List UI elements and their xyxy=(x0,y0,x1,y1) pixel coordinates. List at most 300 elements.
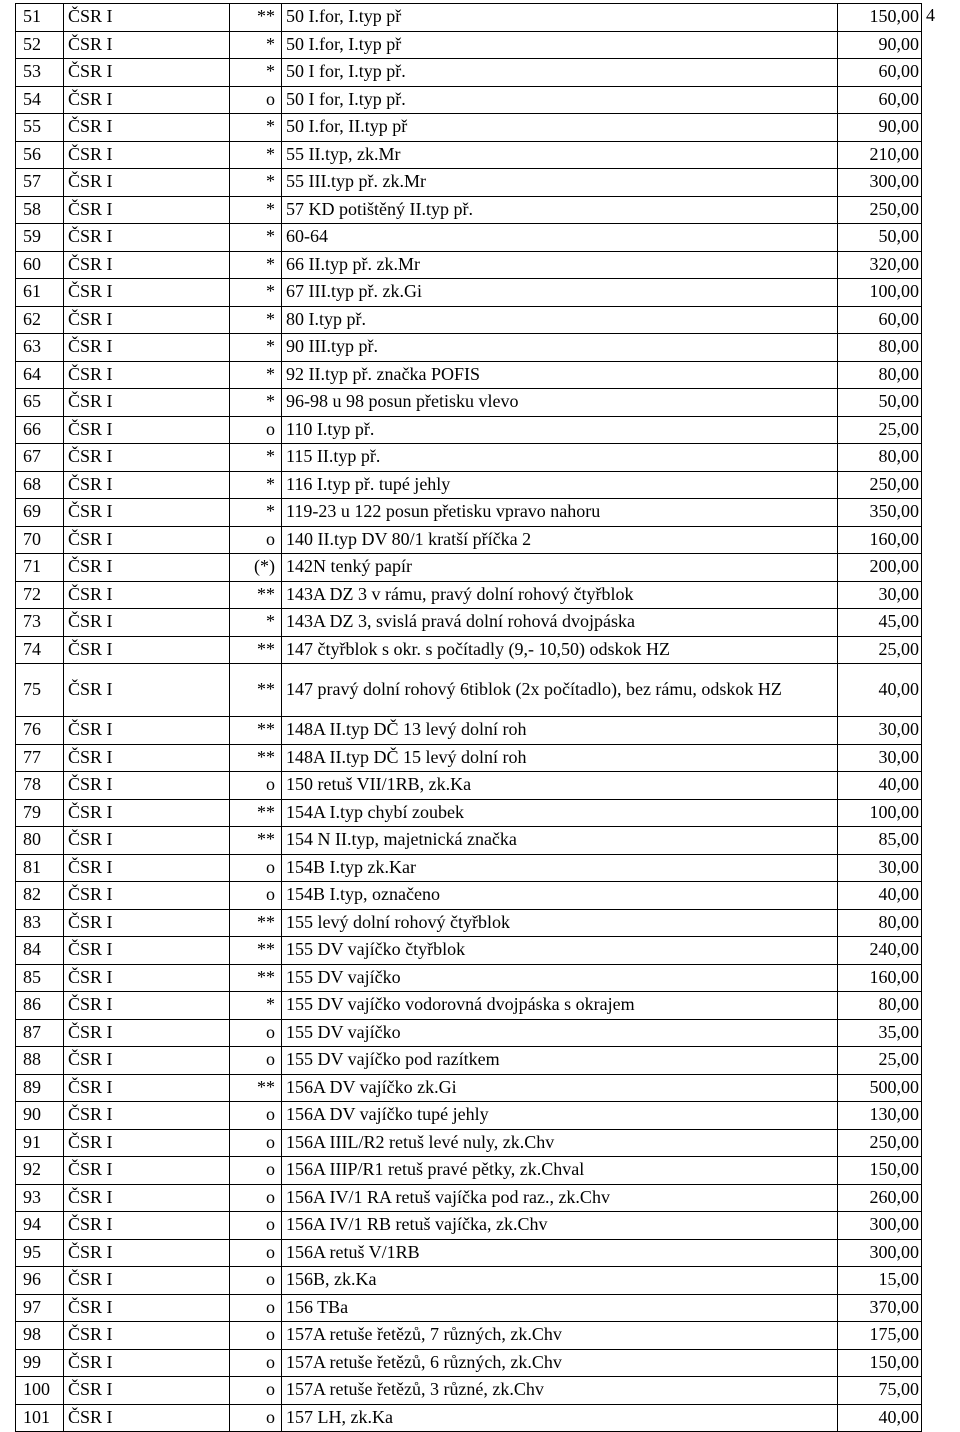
description-cell: 115 II.typ př. xyxy=(282,444,838,472)
condition-cell: * xyxy=(230,609,282,637)
condition-cell: * xyxy=(230,444,282,472)
country-cell: ČSR I xyxy=(64,1212,230,1240)
description-cell: 50 I for, I.typ př. xyxy=(282,86,838,114)
table-row xyxy=(16,554,922,582)
condition-cell: * xyxy=(230,389,282,417)
price-cell: 90,00 xyxy=(838,31,922,59)
table-row xyxy=(16,1102,922,1130)
description-cell: 96-98 u 98 posun přetisku vlevo xyxy=(282,389,838,417)
country-cell: ČSR I xyxy=(64,554,230,582)
description-cell: 90 III.typ př. xyxy=(282,334,838,362)
lot-number: 62 xyxy=(16,306,64,334)
condition-cell: * xyxy=(230,114,282,142)
condition-cell: o xyxy=(230,854,282,882)
country-cell: ČSR I xyxy=(64,1019,230,1047)
lot-number: 98 xyxy=(16,1322,64,1350)
country-cell: ČSR I xyxy=(64,1129,230,1157)
price-cell: 25,00 xyxy=(838,636,922,664)
price-cell: 30,00 xyxy=(838,744,922,772)
page-side-note: 4 xyxy=(926,5,935,25)
condition-cell: * xyxy=(230,196,282,224)
table-row xyxy=(16,471,922,499)
lot-number: 64 xyxy=(16,361,64,389)
table-row xyxy=(16,937,922,965)
table-row xyxy=(16,224,922,252)
description-cell: 156A retuš V/1RB xyxy=(282,1239,838,1267)
price-cell: 80,00 xyxy=(838,334,922,362)
price-cell: 200,00 xyxy=(838,554,922,582)
lot-number: 93 xyxy=(16,1184,64,1212)
description-cell: 156A IV/1 RA retuš vajíčka pod raz., zk.Chv xyxy=(282,1184,838,1212)
condition-cell: * xyxy=(230,499,282,527)
description-cell: 50 I for, I.typ př. xyxy=(282,59,838,87)
table-row xyxy=(16,1267,922,1295)
price-cell: 160,00 xyxy=(838,526,922,554)
country-cell: ČSR I xyxy=(64,86,230,114)
condition-cell: * xyxy=(230,279,282,307)
lot-number: 56 xyxy=(16,141,64,169)
description-cell: 155 DV vajíčko xyxy=(282,964,838,992)
country-cell: ČSR I xyxy=(64,361,230,389)
table-row xyxy=(16,744,922,772)
description-cell: 155 levý dolní rohový čtyřblok xyxy=(282,909,838,937)
country-cell: ČSR I xyxy=(64,581,230,609)
country-cell: ČSR I xyxy=(64,334,230,362)
table-row xyxy=(16,279,922,307)
description-cell: 148A II.typ DČ 13 levý dolní roh xyxy=(282,717,838,745)
description-cell: 155 DV vajíčko čtyřblok xyxy=(282,937,838,965)
table-row xyxy=(16,59,922,87)
lot-number: 79 xyxy=(16,799,64,827)
condition-cell: * xyxy=(230,169,282,197)
price-cell: 130,00 xyxy=(838,1102,922,1130)
price-cell: 300,00 xyxy=(838,169,922,197)
lot-number: 68 xyxy=(16,471,64,499)
country-cell: ČSR I xyxy=(64,992,230,1020)
condition-cell: * xyxy=(230,334,282,362)
description-cell: 147 čtyřblok s okr. s počítadly (9,- 10,50) odskok HZ xyxy=(282,636,838,664)
country-cell: ČSR I xyxy=(64,251,230,279)
price-cell: 260,00 xyxy=(838,1184,922,1212)
description-cell: 147 pravý dolní rohový 6tiblok (2x počítadlo), bez rámu, odskok HZ xyxy=(282,664,838,717)
table-row xyxy=(16,114,922,142)
description-cell: 148A II.typ DČ 15 levý dolní roh xyxy=(282,744,838,772)
lot-number: 61 xyxy=(16,279,64,307)
country-cell: ČSR I xyxy=(64,854,230,882)
table-row xyxy=(16,1074,922,1102)
price-cell: 45,00 xyxy=(838,609,922,637)
condition-cell: ** xyxy=(230,636,282,664)
lot-number: 74 xyxy=(16,636,64,664)
description-cell: 116 I.typ př. tupé jehly xyxy=(282,471,838,499)
lot-number: 70 xyxy=(16,526,64,554)
lot-number: 90 xyxy=(16,1102,64,1130)
country-cell: ČSR I xyxy=(64,279,230,307)
table-row xyxy=(16,1349,922,1377)
country-cell: ČSR I xyxy=(64,1349,230,1377)
table-row xyxy=(16,334,922,362)
condition-cell: o xyxy=(230,1102,282,1130)
description-cell: 80 I.typ př. xyxy=(282,306,838,334)
condition-cell: o xyxy=(230,1019,282,1047)
price-cell: 30,00 xyxy=(838,581,922,609)
country-cell: ČSR I xyxy=(64,827,230,855)
table-row xyxy=(16,664,922,717)
condition-cell: * xyxy=(230,224,282,252)
condition-cell: * xyxy=(230,361,282,389)
table-row xyxy=(16,717,922,745)
table-row xyxy=(16,909,922,937)
table-row xyxy=(16,1019,922,1047)
condition-cell: o xyxy=(230,1157,282,1185)
country-cell: ČSR I xyxy=(64,416,230,444)
country-cell: ČSR I xyxy=(64,306,230,334)
condition-cell: * xyxy=(230,31,282,59)
description-cell: 156A IV/1 RB retuš vajíčka, zk.Chv xyxy=(282,1212,838,1240)
description-cell: 157 LH, zk.Ka xyxy=(282,1404,838,1432)
table-row xyxy=(16,169,922,197)
country-cell: ČSR I xyxy=(64,717,230,745)
description-cell: 142N tenký papír xyxy=(282,554,838,582)
table-row xyxy=(16,1404,922,1432)
country-cell: ČSR I xyxy=(64,1239,230,1267)
condition-cell: * xyxy=(230,992,282,1020)
description-cell: 154B I.typ zk.Kar xyxy=(282,854,838,882)
table-row xyxy=(16,799,922,827)
description-cell: 157A retuše řetězů, 6 různých, zk.Chv xyxy=(282,1349,838,1377)
price-cell: 175,00 xyxy=(838,1322,922,1350)
country-cell: ČSR I xyxy=(64,1294,230,1322)
lot-number: 65 xyxy=(16,389,64,417)
country-cell: ČSR I xyxy=(64,1322,230,1350)
lot-number: 54 xyxy=(16,86,64,114)
condition-cell: o xyxy=(230,1322,282,1350)
table-row xyxy=(16,361,922,389)
table-row xyxy=(16,1047,922,1075)
condition-cell: ** xyxy=(230,717,282,745)
description-cell: 50 I.for, I.typ př xyxy=(282,4,838,32)
lot-number: 92 xyxy=(16,1157,64,1185)
description-cell: 154B I.typ, označeno xyxy=(282,882,838,910)
country-cell: ČSR I xyxy=(64,169,230,197)
description-cell: 140 II.typ DV 80/1 kratší příčka 2 xyxy=(282,526,838,554)
description-cell: 143A DZ 3, svislá pravá dolní rohová dvojpáska xyxy=(282,609,838,637)
price-cell: 150,00 xyxy=(838,4,922,32)
table-row xyxy=(16,251,922,279)
table-row xyxy=(16,86,922,114)
description-cell: 67 III.typ př. zk.Gi xyxy=(282,279,838,307)
price-cell: 320,00 xyxy=(838,251,922,279)
lot-number: 89 xyxy=(16,1074,64,1102)
description-cell: 156A DV vajíčko zk.Gi xyxy=(282,1074,838,1102)
lot-number: 96 xyxy=(16,1267,64,1295)
price-cell: 500,00 xyxy=(838,1074,922,1102)
lot-number: 88 xyxy=(16,1047,64,1075)
catalog-table xyxy=(15,3,922,1432)
description-cell: 155 DV vajíčko xyxy=(282,1019,838,1047)
description-cell: 55 III.typ př. zk.Mr xyxy=(282,169,838,197)
description-cell: 60-64 xyxy=(282,224,838,252)
price-cell: 30,00 xyxy=(838,854,922,882)
lot-number: 75 xyxy=(16,664,64,717)
description-cell: 50 I.for, II.typ př xyxy=(282,114,838,142)
description-cell: 150 retuš VII/1RB, zk.Ka xyxy=(282,772,838,800)
price-cell: 30,00 xyxy=(838,717,922,745)
condition-cell: ** xyxy=(230,664,282,717)
price-cell: 25,00 xyxy=(838,416,922,444)
condition-cell: ** xyxy=(230,4,282,32)
condition-cell: o xyxy=(230,1349,282,1377)
price-cell: 85,00 xyxy=(838,827,922,855)
lot-number: 94 xyxy=(16,1212,64,1240)
table-row xyxy=(16,1212,922,1240)
description-cell: 57 KD potištěný II.typ př. xyxy=(282,196,838,224)
lot-number: 81 xyxy=(16,854,64,882)
condition-cell: ** xyxy=(230,937,282,965)
country-cell: ČSR I xyxy=(64,499,230,527)
description-cell: 155 DV vajíčko vodorovná dvojpáska s okrajem xyxy=(282,992,838,1020)
table-row xyxy=(16,1157,922,1185)
country-cell: ČSR I xyxy=(64,1184,230,1212)
lot-number: 83 xyxy=(16,909,64,937)
table-row xyxy=(16,1377,922,1405)
lot-number: 86 xyxy=(16,992,64,1020)
table-row xyxy=(16,389,922,417)
country-cell: ČSR I xyxy=(64,636,230,664)
price-cell: 50,00 xyxy=(838,224,922,252)
lot-number: 66 xyxy=(16,416,64,444)
country-cell: ČSR I xyxy=(64,1157,230,1185)
condition-cell: o xyxy=(230,1129,282,1157)
table-row xyxy=(16,444,922,472)
lot-number: 84 xyxy=(16,937,64,965)
condition-cell: ** xyxy=(230,744,282,772)
table-row xyxy=(16,1294,922,1322)
price-cell: 210,00 xyxy=(838,141,922,169)
condition-cell: o xyxy=(230,1212,282,1240)
table-row xyxy=(16,4,922,32)
table-row xyxy=(16,827,922,855)
condition-cell: o xyxy=(230,1184,282,1212)
lot-number: 77 xyxy=(16,744,64,772)
description-cell: 154A I.typ chybí zoubek xyxy=(282,799,838,827)
condition-cell: o xyxy=(230,1047,282,1075)
lot-number: 80 xyxy=(16,827,64,855)
condition-cell: o xyxy=(230,1239,282,1267)
price-cell: 40,00 xyxy=(838,772,922,800)
table-row xyxy=(16,882,922,910)
table-row xyxy=(16,306,922,334)
description-cell: 92 II.typ př. značka POFIS xyxy=(282,361,838,389)
price-cell: 250,00 xyxy=(838,196,922,224)
condition-cell: o xyxy=(230,1377,282,1405)
lot-number: 51 xyxy=(16,4,64,32)
lot-number: 76 xyxy=(16,717,64,745)
condition-cell: o xyxy=(230,882,282,910)
lot-number: 99 xyxy=(16,1349,64,1377)
condition-cell: o xyxy=(230,1404,282,1432)
price-cell: 250,00 xyxy=(838,1129,922,1157)
country-cell: ČSR I xyxy=(64,31,230,59)
price-cell: 60,00 xyxy=(838,306,922,334)
catalog-rows xyxy=(16,4,922,1432)
price-cell: 370,00 xyxy=(838,1294,922,1322)
lot-number: 101 xyxy=(16,1404,64,1432)
price-cell: 40,00 xyxy=(838,664,922,717)
country-cell: ČSR I xyxy=(64,664,230,717)
price-cell: 50,00 xyxy=(838,389,922,417)
price-cell: 300,00 xyxy=(838,1239,922,1267)
lot-number: 82 xyxy=(16,882,64,910)
table-row xyxy=(16,1129,922,1157)
price-cell: 160,00 xyxy=(838,964,922,992)
country-cell: ČSR I xyxy=(64,526,230,554)
condition-cell: * xyxy=(230,471,282,499)
country-cell: ČSR I xyxy=(64,59,230,87)
table-row xyxy=(16,1184,922,1212)
description-cell: 119-23 u 122 posun přetisku vpravo nahoru xyxy=(282,499,838,527)
condition-cell: o xyxy=(230,86,282,114)
condition-cell: * xyxy=(230,306,282,334)
country-cell: ČSR I xyxy=(64,141,230,169)
condition-cell: o xyxy=(230,772,282,800)
country-cell: ČSR I xyxy=(64,389,230,417)
condition-cell: (*) xyxy=(230,554,282,582)
table-row xyxy=(16,31,922,59)
country-cell: ČSR I xyxy=(64,609,230,637)
lot-number: 58 xyxy=(16,196,64,224)
price-cell: 350,00 xyxy=(838,499,922,527)
lot-number: 85 xyxy=(16,964,64,992)
description-cell: 156A DV vajíčko tupé jehly xyxy=(282,1102,838,1130)
condition-cell: o xyxy=(230,1267,282,1295)
country-cell: ČSR I xyxy=(64,964,230,992)
condition-cell: o xyxy=(230,1294,282,1322)
table-row xyxy=(16,636,922,664)
price-cell: 35,00 xyxy=(838,1019,922,1047)
country-cell: ČSR I xyxy=(64,471,230,499)
table-row xyxy=(16,196,922,224)
country-cell: ČSR I xyxy=(64,1102,230,1130)
description-cell: 156A IIIP/R1 retuš pravé pětky, zk.Chval xyxy=(282,1157,838,1185)
condition-cell: * xyxy=(230,141,282,169)
table-row xyxy=(16,581,922,609)
country-cell: ČSR I xyxy=(64,444,230,472)
lot-number: 55 xyxy=(16,114,64,142)
lot-number: 72 xyxy=(16,581,64,609)
lot-number: 52 xyxy=(16,31,64,59)
price-cell: 150,00 xyxy=(838,1349,922,1377)
price-cell: 80,00 xyxy=(838,909,922,937)
price-cell: 80,00 xyxy=(838,444,922,472)
description-cell: 143A DZ 3 v rámu, pravý dolní rohový čtyřblok xyxy=(282,581,838,609)
price-cell: 150,00 xyxy=(838,1157,922,1185)
table-row xyxy=(16,772,922,800)
description-cell: 66 II.typ př. zk.Mr xyxy=(282,251,838,279)
description-cell: 155 DV vajíčko pod razítkem xyxy=(282,1047,838,1075)
lot-number: 67 xyxy=(16,444,64,472)
price-cell: 80,00 xyxy=(838,361,922,389)
lot-number: 63 xyxy=(16,334,64,362)
description-cell: 55 II.typ, zk.Mr xyxy=(282,141,838,169)
country-cell: ČSR I xyxy=(64,1404,230,1432)
description-cell: 157A retuše řetězů, 3 různé, zk.Chv xyxy=(282,1377,838,1405)
lot-number: 78 xyxy=(16,772,64,800)
country-cell: ČSR I xyxy=(64,224,230,252)
price-cell: 90,00 xyxy=(838,114,922,142)
lot-number: 59 xyxy=(16,224,64,252)
table-row xyxy=(16,1322,922,1350)
description-cell: 156 TBa xyxy=(282,1294,838,1322)
country-cell: ČSR I xyxy=(64,1267,230,1295)
condition-cell: ** xyxy=(230,581,282,609)
price-cell: 25,00 xyxy=(838,1047,922,1075)
country-cell: ČSR I xyxy=(64,1377,230,1405)
condition-cell: o xyxy=(230,526,282,554)
condition-cell: ** xyxy=(230,1074,282,1102)
description-cell: 156B, zk.Ka xyxy=(282,1267,838,1295)
country-cell: ČSR I xyxy=(64,196,230,224)
table-row xyxy=(16,992,922,1020)
country-cell: ČSR I xyxy=(64,744,230,772)
country-cell: ČSR I xyxy=(64,4,230,32)
description-cell: 110 I.typ př. xyxy=(282,416,838,444)
price-cell: 40,00 xyxy=(838,882,922,910)
lot-number: 60 xyxy=(16,251,64,279)
lot-number: 73 xyxy=(16,609,64,637)
table-row xyxy=(16,854,922,882)
condition-cell: ** xyxy=(230,799,282,827)
price-cell: 240,00 xyxy=(838,937,922,965)
description-cell: 154 N II.typ, majetnická značka xyxy=(282,827,838,855)
condition-cell: o xyxy=(230,416,282,444)
price-cell: 15,00 xyxy=(838,1267,922,1295)
description-cell: 157A retuše řetězů, 7 různých, zk.Chv xyxy=(282,1322,838,1350)
country-cell: ČSR I xyxy=(64,114,230,142)
table-row xyxy=(16,416,922,444)
table-row xyxy=(16,609,922,637)
condition-cell: * xyxy=(230,59,282,87)
country-cell: ČSR I xyxy=(64,799,230,827)
condition-cell: * xyxy=(230,251,282,279)
lot-number: 97 xyxy=(16,1294,64,1322)
country-cell: ČSR I xyxy=(64,772,230,800)
country-cell: ČSR I xyxy=(64,909,230,937)
table-row xyxy=(16,964,922,992)
table-row xyxy=(16,141,922,169)
lot-number: 57 xyxy=(16,169,64,197)
lot-number: 71 xyxy=(16,554,64,582)
country-cell: ČSR I xyxy=(64,1047,230,1075)
condition-cell: ** xyxy=(230,964,282,992)
lot-number: 69 xyxy=(16,499,64,527)
country-cell: ČSR I xyxy=(64,1074,230,1102)
price-cell: 300,00 xyxy=(838,1212,922,1240)
country-cell: ČSR I xyxy=(64,937,230,965)
price-cell: 100,00 xyxy=(838,799,922,827)
price-cell: 100,00 xyxy=(838,279,922,307)
table-row xyxy=(16,1239,922,1267)
price-cell: 75,00 xyxy=(838,1377,922,1405)
country-cell: ČSR I xyxy=(64,882,230,910)
table-row xyxy=(16,499,922,527)
lot-number: 53 xyxy=(16,59,64,87)
lot-number: 100 xyxy=(16,1377,64,1405)
condition-cell: ** xyxy=(230,909,282,937)
table-row xyxy=(16,526,922,554)
description-cell: 156A IIIL/R2 retuš levé nuly, zk.Chv xyxy=(282,1129,838,1157)
lot-number: 95 xyxy=(16,1239,64,1267)
